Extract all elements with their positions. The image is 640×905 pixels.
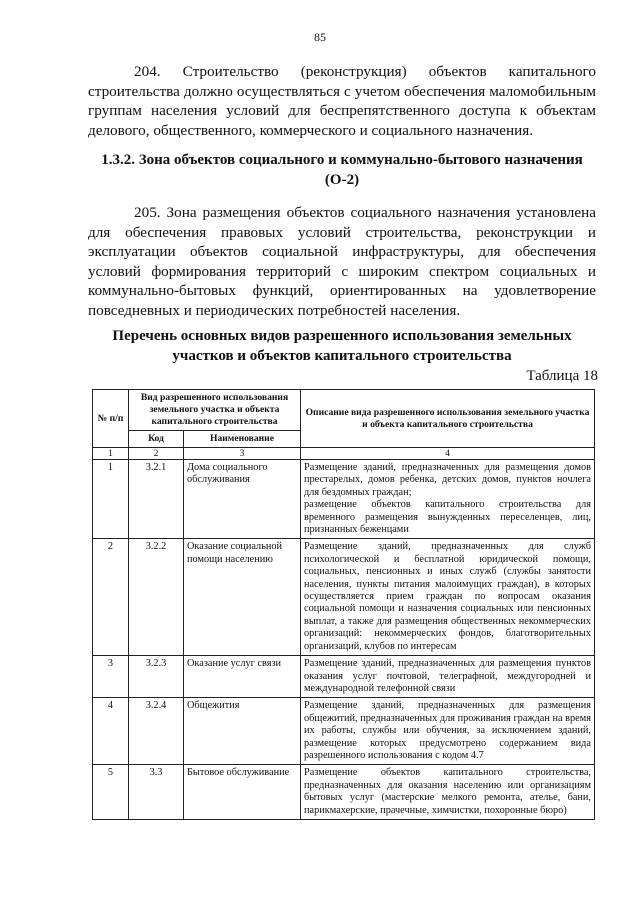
- column-numbers-row: [93, 448, 595, 460]
- row-code: 3.2.4: [129, 698, 184, 765]
- table-label: Таблица 18: [526, 368, 598, 384]
- row-num: 4: [93, 698, 129, 765]
- row-description: [301, 765, 595, 820]
- column-number: 4: [301, 448, 595, 460]
- table-heading: Перечень основных видов разрешенного использования земельных участков и объектов капитального строительства: [112, 328, 572, 364]
- row-num: 5: [93, 765, 129, 820]
- paragraph-205-text: 205. Зона размещения объектов социального назначения установлена для обеспечения правовых условий строительства, реконструкции и эксплуатации объектов социальной инфраструктуры, для обеспечения условий формирования территорий с широким спектром социальных и коммунально-бытовых функций, ориентированных на удовлетворение повседневных и периодических потребностей населения.: [88, 204, 596, 319]
- row-description: [301, 656, 595, 698]
- row-description: [301, 460, 595, 539]
- header-name: Наименование: [184, 431, 301, 448]
- table-row: [93, 698, 595, 765]
- row-code: 3.3: [129, 765, 184, 820]
- description-line: Размещение зданий, предназначенных для служб психологической и бесплатной юридической помощи, социальных, пенсионных и иных служб (службы занятости населения, пункты питания малоимущих граждан), в которых осуществляется прием граждан по вопросам оказания социальной помощи и назначения социальных или пенсионных выплат, а также для размещения общественных некоммерческих организаций: некоммерческих фондов, благотворительных организаций, клубов по интересам: [304, 541, 591, 652]
- header-description: Описание вида разрешенного использования земельного участка и объекта капитального строительства: [301, 390, 595, 448]
- table-row: [93, 765, 595, 820]
- row-code: 3.2.3: [129, 656, 184, 698]
- description-line: Размещение зданий, предназначенных для размещения домов престарелых, домов ребенка, детских домов, пунктов ночлега для бездомных граждан;: [304, 462, 591, 498]
- row-name: Оказание социальной помощи населению: [184, 539, 301, 656]
- row-num: 2: [93, 539, 129, 656]
- paragraph-204: [88, 62, 596, 140]
- row-code: 3.2.1: [129, 460, 184, 539]
- header-type-group: Вид разрешенного использования земельного участка и объекта капитального строительства: [129, 390, 301, 431]
- row-name: Оказание услуг связи: [184, 656, 301, 698]
- paragraph-204-text: 204. Строительство (реконструкция) объектов капитального строительства должно осуществляться с учетом обеспечения маломобильным группам населения условий для беспрепятственного доступа к объектам делового, общественного, коммерческого и социального назначения.: [88, 63, 596, 139]
- usage-table: [92, 389, 595, 820]
- row-description: [301, 539, 595, 656]
- header-code: Код: [129, 431, 184, 448]
- page-number: 85: [314, 30, 326, 44]
- description-line: размещение объектов капитального строительства для временного размещения вынужденных переселенцев, лиц, признанных беженцами: [304, 499, 591, 536]
- paragraph-205: [88, 203, 596, 321]
- table-body: [93, 460, 595, 820]
- description-line: Размещение зданий, предназначенных для размещения общежитий, предназначенных для проживания граждан на время их работы, службы или обучения, за исключением зданий, размещение которых предусмотрено содержанием вида разрешенного использования с кодом 4.7: [304, 700, 591, 761]
- column-number: 3: [184, 448, 301, 460]
- row-name: Общежития: [184, 698, 301, 765]
- table-row: [93, 656, 595, 698]
- description-line: Размещение объектов капитального строительства, предназначенных для оказания населению или организациям бытовых услуг (мастерские мелкого ремонта, ателье, бани, парикмахерские, прачечные, химчистки, похоронные бюро): [304, 767, 591, 816]
- column-number: 1: [93, 448, 129, 460]
- row-name: Дома социального обслуживания: [184, 460, 301, 539]
- section-heading: 1.3.2. Зона объектов социального и коммунально-бытового назначения (О-2): [101, 152, 583, 188]
- table-row: [93, 460, 595, 539]
- row-description: [301, 698, 595, 765]
- header-num: № п/п: [93, 390, 129, 448]
- row-name: Бытовое обслуживание: [184, 765, 301, 820]
- description-line: Размещение зданий, предназначенных для размещения пунктов оказания услуг почтовой, телеграфной, междугородней и международной телефонной связи: [304, 658, 591, 694]
- row-num: 1: [93, 460, 129, 539]
- column-number: 2: [129, 448, 184, 460]
- row-num: 3: [93, 656, 129, 698]
- table-row: [93, 539, 595, 656]
- row-code: 3.2.2: [129, 539, 184, 656]
